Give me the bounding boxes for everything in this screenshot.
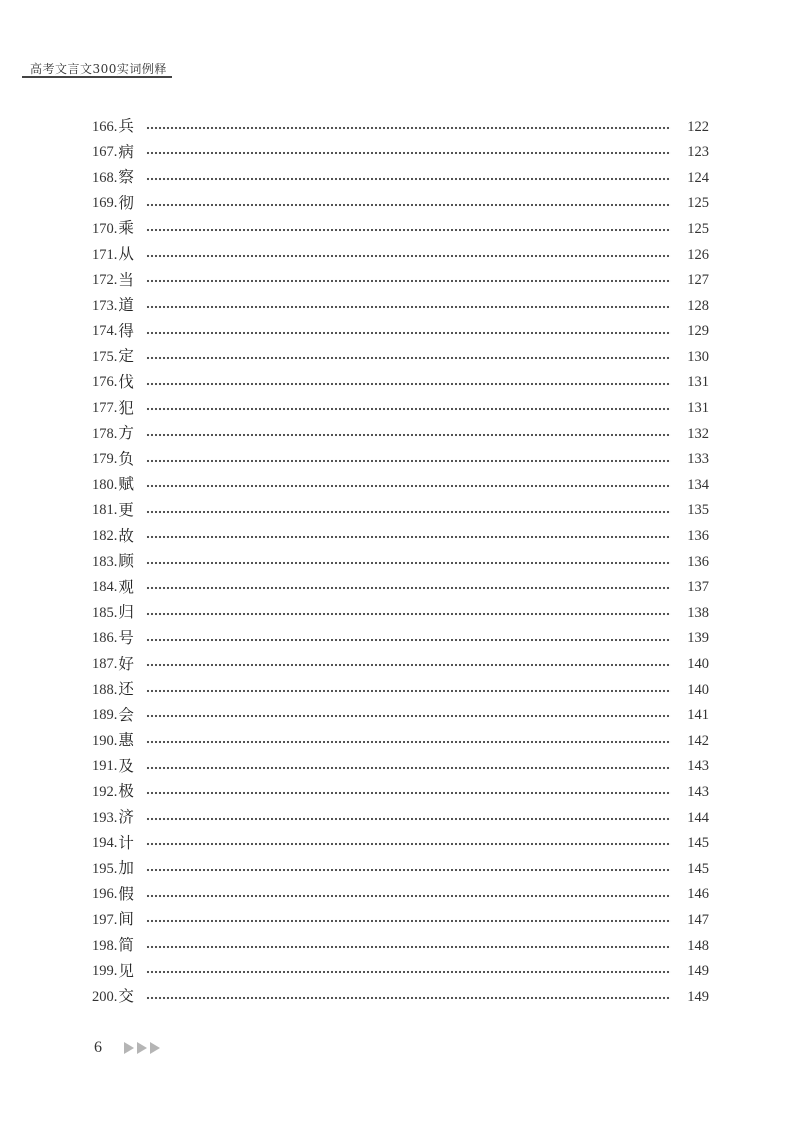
entry-page-number: 135 — [687, 502, 709, 519]
dot-leader — [146, 433, 671, 437]
entry-number: 199. — [92, 963, 118, 980]
dot-leader — [146, 996, 671, 1000]
dot-leader — [146, 689, 671, 693]
entry-number: 171. — [92, 246, 118, 263]
dot-leader — [146, 228, 671, 232]
entry-character: 道 — [118, 296, 134, 315]
entry-page-number: 149 — [687, 988, 709, 1005]
header-rule — [22, 76, 172, 78]
entry-character: 会 — [118, 705, 134, 724]
dot-leader — [146, 586, 671, 590]
entry-page-number: 145 — [687, 860, 709, 877]
toc-entry — [92, 959, 709, 985]
entry-page-number: 128 — [687, 297, 709, 314]
toc-entry — [92, 472, 709, 498]
entry-character: 病 — [118, 142, 134, 161]
entry-number: 166. — [92, 118, 118, 135]
entry-number: 172. — [92, 272, 118, 289]
dot-leader — [146, 305, 671, 309]
toc-entry — [92, 165, 709, 191]
entry-character: 交 — [118, 987, 134, 1006]
dot-leader — [146, 894, 671, 898]
entry-number: 178. — [92, 425, 118, 442]
toc-entry — [92, 933, 709, 959]
entry-character: 间 — [118, 910, 134, 929]
dot-leader — [146, 407, 671, 411]
entry-character: 兵 — [118, 117, 134, 136]
entry-page-number: 137 — [687, 579, 709, 596]
toc-entry — [92, 856, 709, 882]
entry-character: 赋 — [118, 475, 134, 494]
entry-number: 194. — [92, 835, 118, 852]
entry-character: 得 — [118, 321, 134, 340]
toc-entry — [92, 498, 709, 524]
entry-character: 犯 — [118, 398, 134, 417]
entry-character: 观 — [118, 577, 134, 596]
entry-page-number: 140 — [687, 656, 709, 673]
toc-entry — [92, 651, 709, 677]
entry-number: 200. — [92, 988, 118, 1005]
entry-number: 182. — [92, 528, 118, 545]
table-of-contents — [92, 114, 709, 1010]
entry-character: 见 — [118, 961, 134, 980]
entry-page-number: 125 — [687, 220, 709, 237]
entry-number: 179. — [92, 451, 118, 468]
entry-page-number: 139 — [687, 630, 709, 647]
toc-entry — [92, 984, 709, 1010]
entry-character: 济 — [118, 808, 134, 827]
toc-entry — [92, 293, 709, 319]
dot-leader — [146, 535, 671, 539]
entry-page-number: 131 — [687, 374, 709, 391]
entry-character: 从 — [118, 245, 134, 264]
entry-character: 号 — [118, 628, 134, 647]
dot-leader — [146, 279, 671, 283]
entry-page-number: 132 — [687, 425, 709, 442]
dot-leader — [146, 638, 671, 642]
toc-entry — [92, 805, 709, 831]
entry-number: 174. — [92, 323, 118, 340]
entry-number: 185. — [92, 604, 118, 621]
entry-page-number: 129 — [687, 323, 709, 340]
entry-page-number: 146 — [687, 886, 709, 903]
entry-number: 184. — [92, 579, 118, 596]
entry-character: 简 — [118, 936, 134, 955]
entry-number: 176. — [92, 374, 118, 391]
dot-leader — [146, 842, 671, 846]
entry-page-number: 142 — [687, 732, 709, 749]
entry-character: 方 — [118, 424, 134, 443]
entry-number: 183. — [92, 553, 118, 570]
entry-number: 187. — [92, 656, 118, 673]
toc-entry — [92, 626, 709, 652]
entry-page-number: 125 — [687, 195, 709, 212]
dot-leader — [146, 817, 671, 821]
entry-number: 167. — [92, 144, 118, 161]
entry-character: 计 — [118, 833, 134, 852]
dot-leader — [146, 126, 671, 130]
dot-leader — [146, 740, 671, 744]
toc-entry — [92, 396, 709, 422]
toc-entry — [92, 319, 709, 345]
entry-number: 197. — [92, 911, 118, 928]
entry-page-number: 131 — [687, 400, 709, 417]
play-arrow-icon — [124, 1042, 134, 1054]
entry-number: 186. — [92, 630, 118, 647]
entry-character: 乘 — [118, 219, 134, 238]
entry-page-number: 130 — [687, 348, 709, 365]
toc-entry — [92, 779, 709, 805]
entry-page-number: 149 — [687, 963, 709, 980]
entry-page-number: 138 — [687, 604, 709, 621]
toc-entry — [92, 191, 709, 217]
entry-character: 顾 — [118, 552, 134, 571]
dot-leader — [146, 356, 671, 360]
dot-leader — [146, 510, 671, 514]
entry-page-number: 123 — [687, 144, 709, 161]
footer-arrows — [124, 1042, 160, 1054]
toc-entry — [92, 140, 709, 166]
entry-number: 191. — [92, 758, 118, 775]
dot-leader — [146, 919, 671, 923]
entry-page-number: 147 — [687, 911, 709, 928]
entry-number: 180. — [92, 476, 118, 493]
dot-leader — [146, 331, 671, 335]
toc-entry — [92, 728, 709, 754]
toc-entry — [92, 447, 709, 473]
entry-page-number: 143 — [687, 758, 709, 775]
dot-leader — [146, 766, 671, 770]
entry-page-number: 134 — [687, 476, 709, 493]
dot-leader — [146, 612, 671, 616]
entry-number: 169. — [92, 195, 118, 212]
entry-character: 假 — [118, 884, 134, 903]
entry-character: 彻 — [118, 193, 134, 212]
toc-entry — [92, 703, 709, 729]
toc-entry — [92, 831, 709, 857]
entry-character: 更 — [118, 500, 134, 519]
toc-entry — [92, 344, 709, 370]
page-footer — [94, 1037, 160, 1059]
entry-character: 惠 — [118, 731, 134, 750]
entry-number: 195. — [92, 860, 118, 877]
toc-entry — [92, 575, 709, 601]
toc-entry — [92, 268, 709, 294]
toc-entry — [92, 549, 709, 575]
entry-number: 177. — [92, 400, 118, 417]
dot-leader — [146, 177, 671, 181]
toc-entry — [92, 216, 709, 242]
entry-character: 定 — [118, 347, 134, 366]
dot-leader — [146, 663, 671, 667]
entry-page-number: 148 — [687, 937, 709, 954]
entry-page-number: 141 — [687, 707, 709, 724]
toc-entry — [92, 524, 709, 550]
entry-page-number: 144 — [687, 809, 709, 826]
entry-number: 170. — [92, 220, 118, 237]
entry-page-number: 127 — [687, 272, 709, 289]
entry-character: 当 — [118, 270, 134, 289]
dot-leader — [146, 714, 671, 718]
entry-number: 198. — [92, 937, 118, 954]
toc-entry — [92, 421, 709, 447]
toc-entry — [92, 370, 709, 396]
entry-number: 196. — [92, 886, 118, 903]
dot-leader — [146, 970, 671, 974]
dot-leader — [146, 382, 671, 386]
page-number: 6 — [94, 1039, 102, 1056]
running-header — [22, 60, 172, 78]
dot-leader — [146, 791, 671, 795]
entry-number: 189. — [92, 707, 118, 724]
dot-leader — [146, 203, 671, 207]
entry-number: 181. — [92, 502, 118, 519]
entry-character: 极 — [118, 782, 134, 801]
entry-character: 归 — [118, 603, 134, 622]
dot-leader — [146, 561, 671, 565]
entry-character: 察 — [118, 168, 134, 187]
play-arrow-icon — [150, 1042, 160, 1054]
play-arrow-icon — [137, 1042, 147, 1054]
entry-number: 188. — [92, 681, 118, 698]
dot-leader — [146, 484, 671, 488]
entry-page-number: 136 — [687, 553, 709, 570]
toc-entry — [92, 882, 709, 908]
entry-character: 伐 — [118, 372, 134, 391]
book-title: 高考文言文300实词例释 — [30, 62, 167, 76]
entry-page-number: 133 — [687, 451, 709, 468]
entry-character: 负 — [118, 449, 134, 468]
toc-entry — [92, 600, 709, 626]
entry-page-number: 143 — [687, 783, 709, 800]
entry-page-number: 145 — [687, 835, 709, 852]
entry-number: 192. — [92, 783, 118, 800]
entry-number: 193. — [92, 809, 118, 826]
entry-number: 168. — [92, 169, 118, 186]
entry-page-number: 124 — [687, 169, 709, 186]
dot-leader — [146, 945, 671, 949]
entry-character: 还 — [118, 680, 134, 699]
entry-number: 190. — [92, 732, 118, 749]
dot-leader — [146, 151, 671, 155]
entry-number: 173. — [92, 297, 118, 314]
entry-page-number: 122 — [687, 118, 709, 135]
entry-page-number: 126 — [687, 246, 709, 263]
dot-leader — [146, 459, 671, 463]
toc-entry — [92, 907, 709, 933]
toc-entry — [92, 242, 709, 268]
entry-character: 好 — [118, 654, 134, 673]
entry-character: 加 — [118, 859, 134, 878]
toc-entry — [92, 754, 709, 780]
entry-character: 故 — [118, 526, 134, 545]
dot-leader — [146, 868, 671, 872]
toc-entry — [92, 677, 709, 703]
dot-leader — [146, 254, 671, 258]
entry-number: 175. — [92, 348, 118, 365]
entry-page-number: 136 — [687, 528, 709, 545]
entry-character: 及 — [118, 756, 134, 775]
toc-entry — [92, 114, 709, 140]
entry-page-number: 140 — [687, 681, 709, 698]
